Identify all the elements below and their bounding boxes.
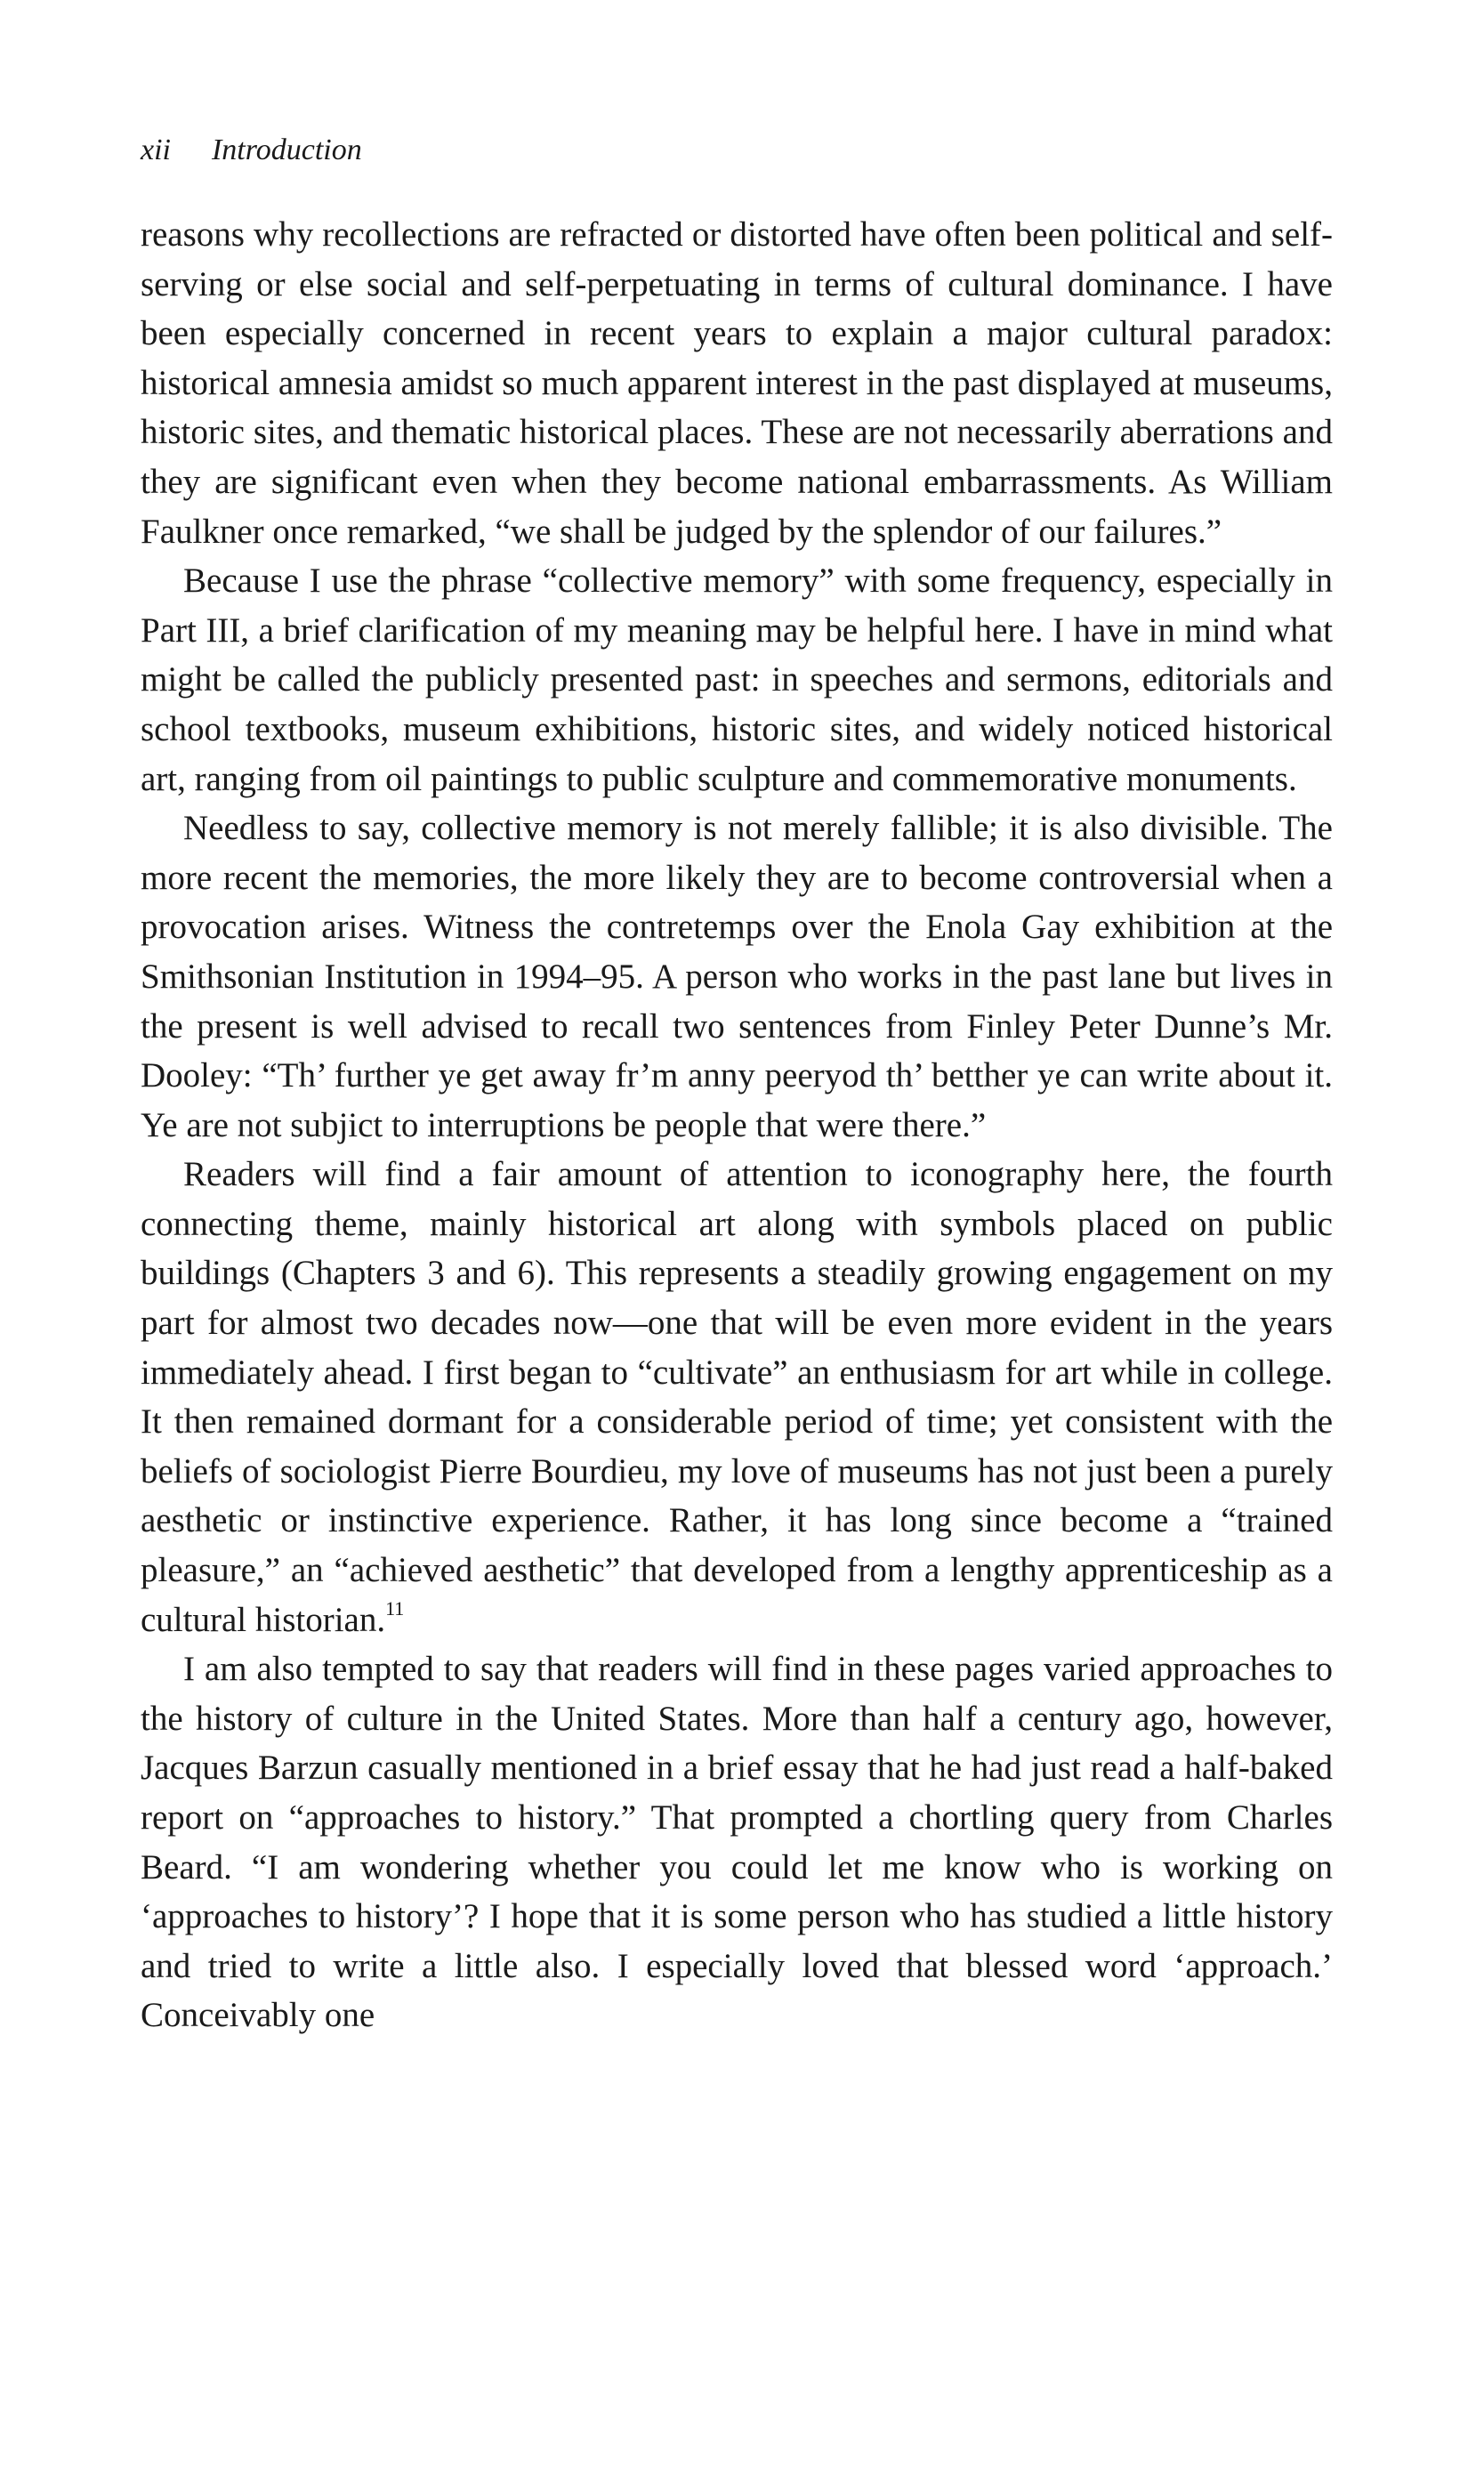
paragraph-text: Because I use the phrase “collective memory” with some frequency, especially in Part III, a brief clarification of my meaning may be helpful here. I have in mind what might be called the publicly presented past: in speeches and sermons, editorials and school textbooks, museum exhibitions, historic sites, and widely noticed historical art, ranging from oil paintings to public sculpture and commemorative monuments. [141,561,1333,798]
paragraph [141,804,1333,1150]
paragraph-text: reasons why recollections are refracted or distorted have often been political and self-serving or else social and self-perpetuating in terms of cultural dominance. I have been especially concerned in recent years to explain a major cultural paradox: historical amnesia amidst so much apparent interest in the past displayed at museums, historic sites, and thematic historical places. These are not necessarily aberrations and they are significant even when they become national embarrassments. As William Faulkner once remarked, “we shall be judged by the splendor of our failures.” [141,215,1333,551]
paragraph [141,210,1333,556]
paragraph [141,1644,1333,2040]
paragraph-text: Needless to say, collective memory is not merely fallible; it is also divisible. The more recent the memories, the more likely they are to become controversial when a provocation arises. Witness the contretemps over the Enola Gay exhibition at the Smithsonian Institution in 1994–95. A person who works in the past lane but lives in the present is well advised to recall two sentences from Finley Peter Dunne’s Mr. Dooley: “Th’ further ye get away fr’m anny peeryod th’ betther ye can write about it. Ye are not subjict to interruptions be people that were there.” [141,809,1333,1144]
paragraph [141,1150,1333,1644]
body-text [141,210,1333,2040]
running-title: Introduction [211,133,362,166]
footnote-marker: 11 [385,1596,405,1620]
paragraph-text: Readers will find a fair amount of attention to iconography here, the fourth connecting theme, mainly historical art along with symbols placed on public buildings (Chapters 3 and 6). This represents a steadily growing engagement on my part for almost two decades now—one that will be even more evident in the years immediately ahead. I first began to “cultivate” an enthusiasm for art while in college. It then remained dormant for a considerable period of time; yet consistent with the beliefs of sociologist Pierre Bourdieu, my love of museums has not just been a purely aesthetic or instinctive experience. Rather, it has long since become a “trained pleasure,” an “achieved aesthetic” that developed from a lengthy apprenticeship as a cultural historian. [141,1155,1333,1639]
paragraph-text: I am also tempted to say that readers will find in these pages varied approaches to the history of culture in the United States. More than half a century ago, however, Jacques Barzun casually mentioned in a brief essay that he had just read a half-baked report on “approaches to history.” That prompted a chortling query from Charles Beard. “I am wondering whether you could let me know who is working on ‘approaches to history’? I hope that it is some person who has studied a little history and tried to write a little also. I especially loved that blessed word ‘approach.’ Conceivably one [141,1650,1333,2035]
paragraph [141,556,1333,804]
page-number: xii [141,133,171,166]
running-head [141,133,362,167]
